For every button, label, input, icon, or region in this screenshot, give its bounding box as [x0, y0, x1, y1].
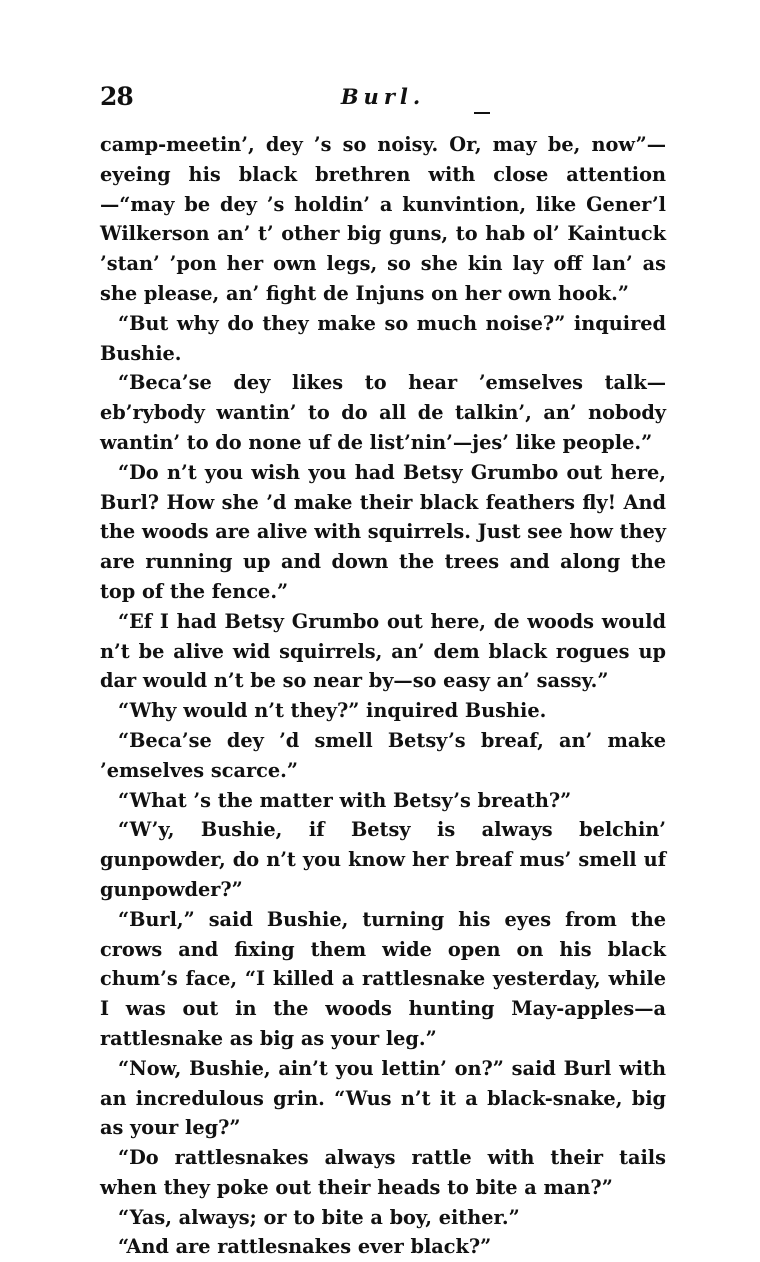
title-rule: [474, 112, 490, 114]
paragraph-4: “Do n’t you wish you had Betsy Grumbo out here, Burl? How she ’d make their black feathers fly! And the woods are alive with squirrels. Just see how they are running up and down the trees and along the top of the fence.”: [100, 460, 666, 603]
paragraph-5: “Ef I had Betsy Grumbo out here, de woods would n’t be alive wid squirrels, an’ dem black rogues up dar would n’t be so near by—so easy an’ sassy.”: [100, 609, 666, 693]
paragraph-14: “And are rattlesnakes ever black?”: [118, 1235, 492, 1259]
paragraph-7: “Beca’se dey ’d smell Betsy’s breaf, an’ make ’emselves scarce.”: [100, 728, 666, 782]
paragraph-9: “W’y, Bushie, if Betsy is always belchin’ gunpowder, do n’t you know her breaf mus’ smell uf gunpowder?”: [100, 818, 666, 901]
body-text: [100, 130, 666, 1262]
page-number: 28: [100, 82, 133, 111]
paragraph-12: “Do rattlesnakes always rattle with their tails when they poke out their heads to bite a man?”: [100, 1146, 666, 1199]
paragraph-8: “What ’s the matter with Betsy’s breath?”: [118, 788, 572, 812]
running-title: Burl.: [340, 84, 426, 109]
paragraph-13: “Yas, always; or to bite a boy, either.”: [118, 1205, 520, 1229]
paragraph-10: “Burl,” said Bushie, turning his eyes from the crows and fixing them wide open on his black chum’s face, “I killed a rattlesnake yesterday, while I was out in the woods hunting May-apples—a rattlesnake as big as your leg.”: [100, 907, 666, 1050]
paragraph-2: “But why do they make so much noise?” inquired Bushie.: [100, 311, 666, 365]
paragraph-6: “Why would n’t they?” inquired Bushie.: [118, 699, 547, 723]
paragraph-1: camp-meetin’, dey ’s so noisy. Or, may be, now”—eyeing his black brethren with close attention—“may be dey ’s holdin’ a kunvintion, like Gener’l Wilkerson an’ t’ other big guns, to hab ol’ Kaintuck ’stan’ ’pon her own legs, so she kin lay off lan’ as she please, an’ fight de Injuns on her own hook.”: [100, 133, 666, 305]
paragraph-11: “Now, Bushie, ain’t you lettin’ on?” said Burl with an incredulous grin. “Wus n’t it a black-snake, big as your leg?”: [100, 1056, 666, 1140]
page-header: [100, 82, 666, 122]
paragraph-3: “Beca’se dey likes to hear ’emselves talk—eb’rybody wantin’ to do all de talkin’, an’ nobody wantin’ to do none uf de list’nin’—jes’ like people.”: [100, 371, 666, 454]
